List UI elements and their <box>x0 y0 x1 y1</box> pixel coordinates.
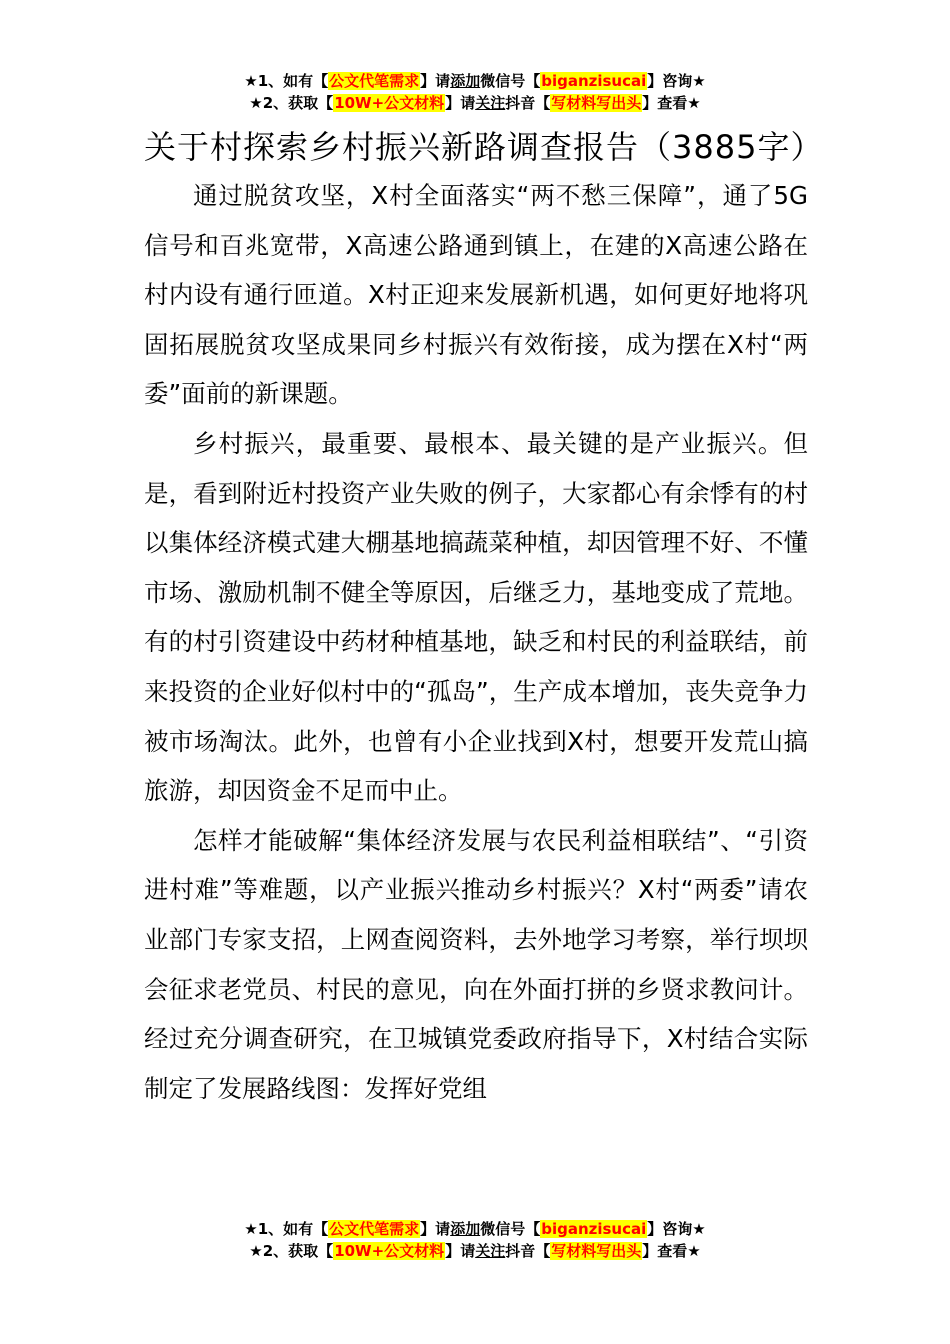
promo-highlight: 公文代笔需求 <box>329 1220 420 1238</box>
promo-text: ★1、如有【 <box>244 72 329 90</box>
promo-text: 】请 <box>445 1242 476 1260</box>
promo-highlight: 10W+公文材料 <box>334 94 445 112</box>
promo-text: ★2、获取【 <box>249 94 334 112</box>
promo-banner-bottom <box>0 1218 950 1262</box>
promo-text: 】请 <box>445 94 476 112</box>
promo-underlined: 关注 <box>475 94 506 112</box>
paragraph: 怎样才能破解“集体经济发展与农民利益相联结”、“引资进村难”等难题，以产业振兴推动乡村振兴？X村“两委”请农业部门专家支招，上网查阅资料，去外地学习考察，举行坝坝会征求老党员、村民的意见，向在外面打拼的乡贤求教问计。经过充分调查研究，在卫城镇党委政府指导下，X村结合实际制定了发展路线图：发挥好党组 <box>144 825 808 1103</box>
promo-text: 微信号【 <box>480 1220 541 1238</box>
promo-text: 微信号【 <box>480 72 541 90</box>
paragraph: 通过脱贫攻坚，X村全面落实“两不愁三保障”，通了5G信号和百兆宽带，X高速公路通到镇上，在建的X高速公路在村内设有通行匝道。X村正迎来发展新机遇，如何更好地将巩固拓展脱贫攻坚成果同乡村振兴有效衔接，成为摆在X村“两委”面前的新课题。 <box>144 181 808 409</box>
promo-text: ★1、如有【 <box>244 1220 329 1238</box>
promo-highlight: 10W+公文材料 <box>334 1242 445 1260</box>
promo-text: 】请 <box>420 1220 451 1238</box>
promo-highlight: 公文代笔需求 <box>329 72 420 90</box>
promo-highlight: 写材料写出头 <box>551 94 642 112</box>
promo-highlight: 写材料写出头 <box>551 1242 642 1260</box>
promo-text: 】查看★ <box>642 94 701 112</box>
promo-banner-top <box>0 70 950 114</box>
promo-line-2 <box>0 1240 950 1262</box>
promo-text: 】请 <box>420 72 451 90</box>
promo-text: 】咨询★ <box>647 1220 706 1238</box>
promo-highlight: biganzisucai <box>541 1220 647 1238</box>
document-title: 关于村探索乡村振兴新路调查报告（3885字） <box>144 128 824 166</box>
paragraph: 乡村振兴，最重要、最根本、最关键的是产业振兴。但是，看到附近村投资产业失败的例子，大家都心有余悸有的村以集体经济模式建大棚基地搞蔬菜种植，却因管理不好、不懂市场、激励机制不健全等原因，后继乏力，基地变成了荒地。有的村引资建设中药材种植基地，缺乏和村民的利益联结，前来投资的企业好似村中的“孤岛”，生产成本增加，丧失竞争力被市场淘汰。此外，也曾有小企业找到X村，想要开发荒山搞旅游，却因资金不足而中止。 <box>144 428 808 806</box>
promo-line-2 <box>0 92 950 114</box>
promo-underlined: 关注 <box>475 1242 506 1260</box>
promo-text: ★2、获取【 <box>249 1242 334 1260</box>
promo-text: 抖音【 <box>505 94 551 112</box>
promo-line-1 <box>0 1218 950 1240</box>
promo-line-1 <box>0 70 950 92</box>
promo-text: 】咨询★ <box>647 72 706 90</box>
promo-underlined: 添加 <box>450 1220 481 1238</box>
promo-text: 】查看★ <box>642 1242 701 1260</box>
document-body <box>144 124 824 1113</box>
promo-text: 抖音【 <box>505 1242 551 1260</box>
promo-underlined: 添加 <box>450 72 481 90</box>
promo-highlight: biganzisucai <box>541 72 647 90</box>
